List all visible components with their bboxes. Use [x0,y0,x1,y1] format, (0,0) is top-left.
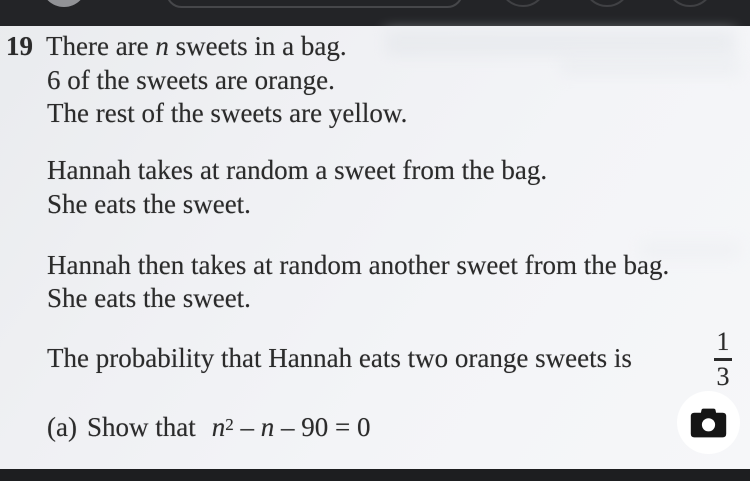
question-line-5: She eats the sweet. [47,189,251,219]
line1-pre: There are [46,31,156,61]
fraction-bar [714,358,732,361]
scan-ghost-artifact [560,58,740,76]
tab-avatar-circle-icon[interactable] [41,0,87,7]
equation-mid: – [233,412,261,442]
equation-n2: n [260,412,275,442]
fraction-numerator: 1 [716,327,730,356]
part-a-line [47,408,370,444]
circle-button-3-icon[interactable] [666,0,714,7]
question-line-2: 6 of the sweets are orange. [47,65,335,95]
fraction-one-third [708,327,738,392]
fraction-denominator: 3 [716,362,730,391]
circle-button-2-icon[interactable] [583,0,631,7]
top-chrome-bar [0,0,750,26]
part-a-lead: Show that [86,412,196,442]
equation-n1: n [211,412,226,442]
scan-ghost-artifact [385,30,735,56]
line1-variable-n: n [155,31,169,61]
question-line-6: Hannah then takes at random another sweet from the bag. [47,250,670,280]
bottom-chrome-bar [0,469,750,481]
equation-superscript-2: 2 [225,415,234,434]
camera-icon [690,408,727,438]
question-line-4: Hannah takes at random a sweet from the bag. [47,155,548,185]
search-pill-outline[interactable] [166,0,463,8]
question-line-3: The rest of the sweets are yellow. [47,98,408,128]
line1-post: sweets in a bag. [168,31,347,61]
equation-tail: – 90 = 0 [274,412,371,442]
part-a-label: (a) [47,412,77,442]
question-line-1 [6,29,347,63]
question-line-7: She eats the sweet. [47,283,251,313]
question-number: 19 [6,31,33,61]
camera-button[interactable] [677,391,740,454]
circle-button-1-icon[interactable] [499,0,547,7]
probability-line: The probability that Hannah eats two orange sweets is [47,343,632,373]
